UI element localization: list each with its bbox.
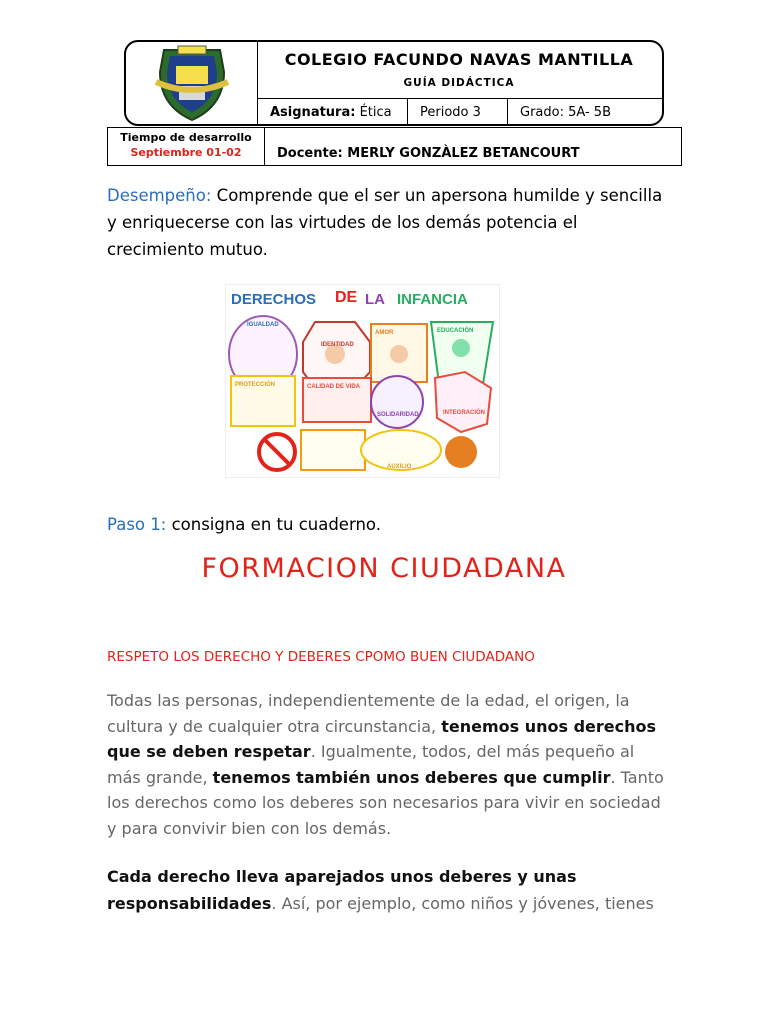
paragraph-rights-d: tenemos también unos deberes que cumplir (212, 767, 611, 787)
header-box (124, 40, 664, 126)
subject-cell (258, 99, 408, 126)
info-box (107, 127, 682, 166)
section-title: FORMACION CIUDADANA (201, 553, 567, 584)
paragraph-duties-b: . Así, por ejemplo, como niños y jóvenes, tienes (271, 894, 654, 913)
poster-label-igualdad: IGUALDAD (247, 322, 279, 328)
poster-title-derechos: DERECHOS (231, 291, 317, 308)
teacher-label: Docente: (277, 146, 343, 161)
poster-label-integracion: INTEGRACIÓN (443, 410, 485, 416)
time-label: Tiempo de desarrollo (120, 131, 252, 144)
step-one-text: consigna en tu cuaderno. (166, 515, 381, 534)
poster-label-identidad: IDENTIDAD (321, 342, 354, 348)
paragraph-rights-c: . Igualmente, todos, del más pequeño al más grande, (107, 742, 635, 787)
teacher-value: MERLY GONZÀLEZ BETANCOURT (342, 146, 580, 161)
subject-label: Asignatura: (270, 105, 356, 120)
period-cell: Periodo 3 (408, 99, 508, 126)
subject-row (258, 98, 664, 126)
subject-value: Ética (355, 105, 392, 120)
step-one (107, 515, 381, 534)
poster-label-educacion: EDUCACIÓN (437, 328, 474, 334)
paragraph-rights (107, 688, 667, 841)
teacher-cell (265, 128, 681, 165)
paragraph-rights-a: Todas las personas, independientemente de la edad, el origen, la cultura y de cualquier otra circunstancia, (107, 691, 630, 736)
poster-title-infancia: INFANCIA (397, 291, 468, 308)
grade-cell: Grado: 5A- 5B (520, 105, 611, 120)
section-subtitle: RESPETO LOS DERECHO Y DEBERES CPOMO BUEN CIUDADANO (107, 649, 535, 665)
desempeno-label: Desempeño: (107, 186, 212, 205)
rights-poster-image (225, 284, 500, 478)
poster-label-calidad: CALIDAD DE VIDA (307, 384, 361, 390)
time-value: Septiembre 01-02 (130, 146, 242, 159)
school-name: COLEGIO FACUNDO NAVAS MANTILLA (284, 50, 634, 69)
school-logo (126, 42, 258, 126)
poster-title-la: LA (365, 291, 385, 308)
step-one-label: Paso 1: (107, 515, 167, 534)
guide-title: GUÍA DIDÁCTICA (403, 77, 515, 89)
poster-title-de: DE (335, 289, 358, 306)
paragraph-duties-a: Cada derecho lleva aparejados unos deberes y unas responsabilidades (107, 867, 577, 913)
poster-label-auxilio: AUXILIO (387, 464, 412, 470)
poster-label-solidaridad: SOLIDARIDAD (377, 412, 419, 418)
poster-label-amor: AMOR (375, 330, 394, 336)
desempeno-paragraph (107, 182, 667, 263)
desempeno-text: Comprende que el ser un apersona humilde y sencilla y enriquecerse con las virtudes de los demás potencia el crecimiento mutuo. (107, 186, 663, 259)
paragraph-rights-b: tenemos unos derechos que se deben respetar (107, 716, 657, 761)
paragraph-rights-e: . Tanto los derechos como los deberes son necesarios para vivir en sociedad y para convivir bien con los demás. (107, 767, 664, 838)
paragraph-duties (107, 863, 667, 917)
time-cell (108, 128, 265, 165)
poster-label-proteccion: PROTECCIÓN (235, 382, 276, 388)
